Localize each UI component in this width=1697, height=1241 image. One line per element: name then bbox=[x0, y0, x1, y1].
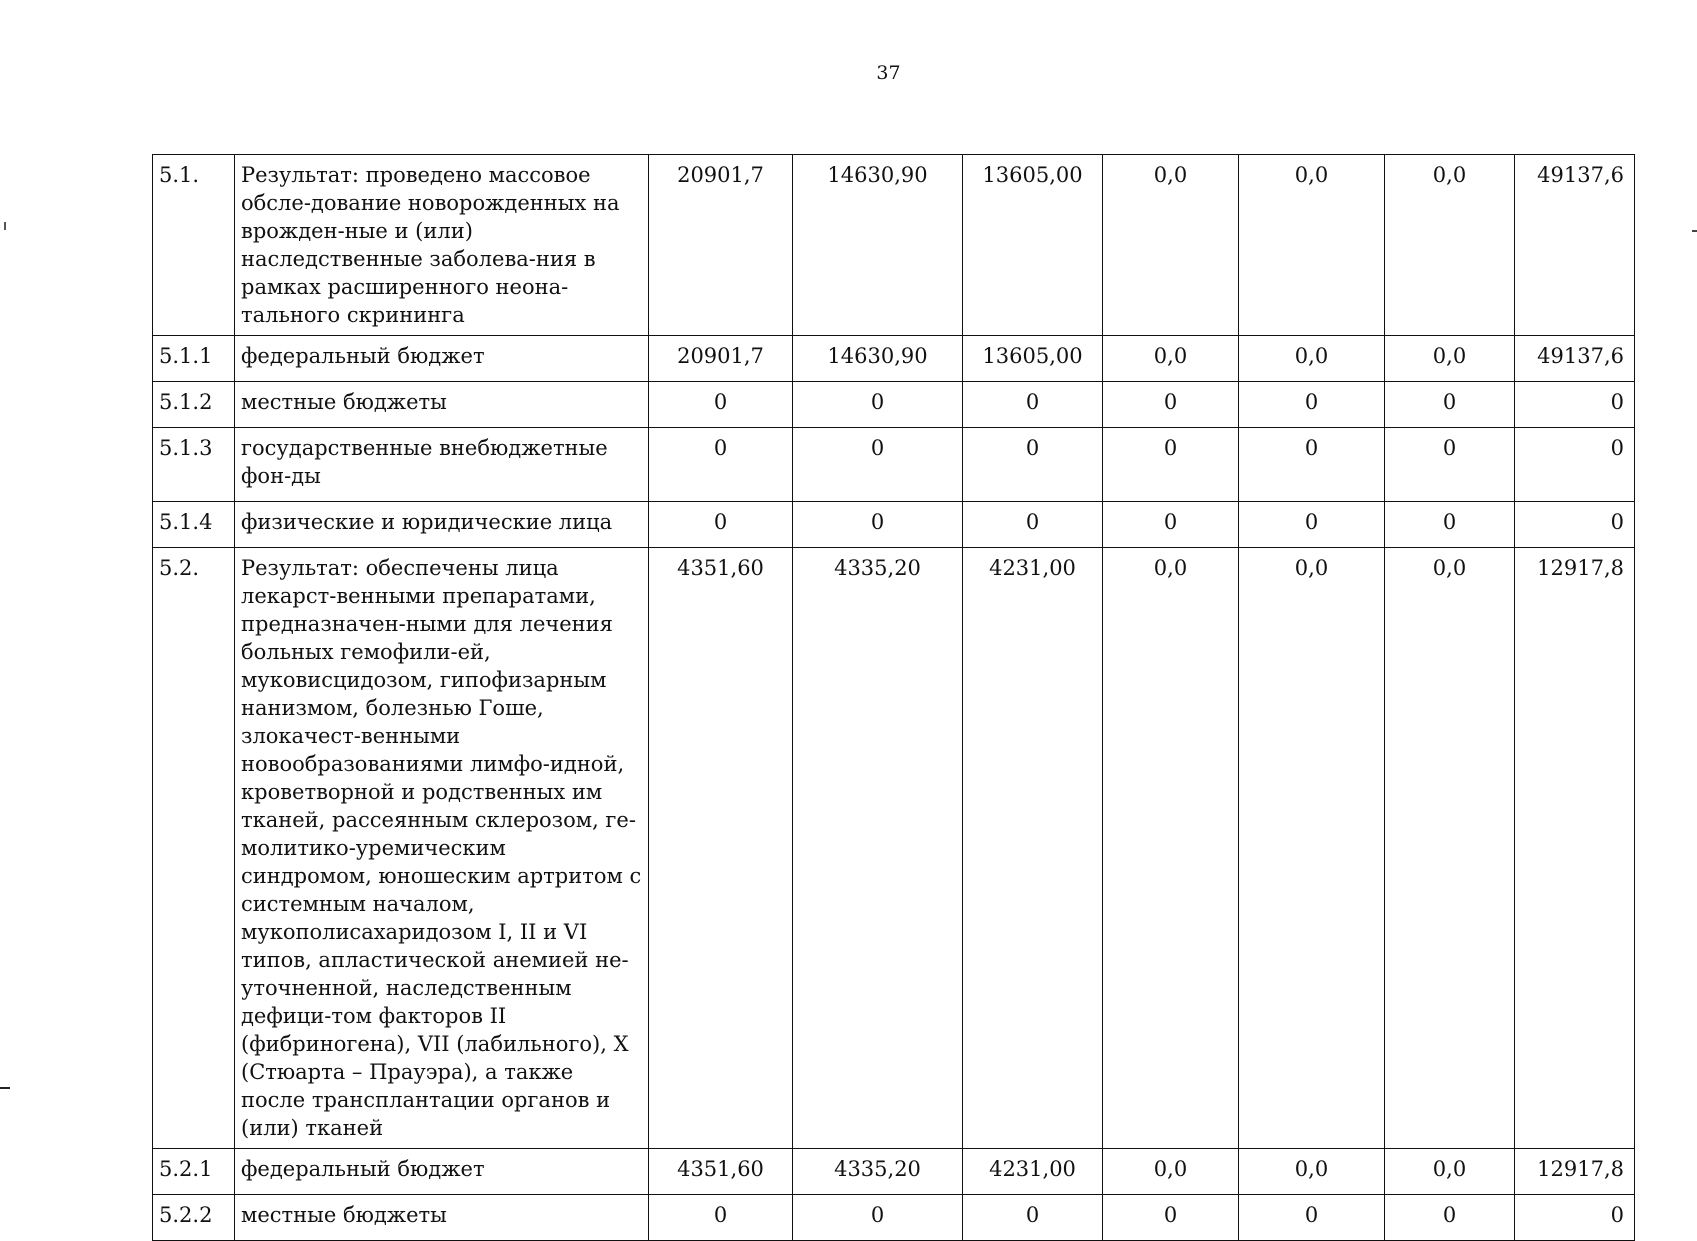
value-cell: 0 bbox=[793, 502, 963, 548]
value-cell: 0,0 bbox=[1385, 155, 1515, 336]
value-cell: 0,0 bbox=[1239, 1149, 1385, 1195]
value-cell: 0,0 bbox=[1103, 548, 1239, 1149]
row-description: федеральный бюджет bbox=[235, 336, 649, 382]
value-cell: 0 bbox=[793, 1195, 963, 1241]
value-cell: 0,0 bbox=[1103, 1149, 1239, 1195]
value-cell: 0,0 bbox=[1385, 336, 1515, 382]
row-description: Результат: проведено массовое обсле-дование новорожденных на врожден-ные и (или) наследственные заболева-ния в рамках расширенного неона-тального скрининга bbox=[235, 155, 649, 336]
value-cell: 0 bbox=[1515, 382, 1635, 428]
value-cell: 0 bbox=[963, 428, 1103, 502]
value-cell: 0 bbox=[1515, 1195, 1635, 1241]
table-row bbox=[153, 155, 1635, 336]
value-cell: 0 bbox=[1239, 382, 1385, 428]
value-cell: 0 bbox=[1385, 428, 1515, 502]
table-row bbox=[153, 428, 1635, 502]
value-cell: 12917,8 bbox=[1515, 1149, 1635, 1195]
value-cell: 0 bbox=[1103, 382, 1239, 428]
value-cell: 20901,7 bbox=[649, 336, 793, 382]
value-cell: 0 bbox=[1103, 502, 1239, 548]
value-cell: 4231,00 bbox=[963, 1149, 1103, 1195]
table-row bbox=[153, 502, 1635, 548]
row-number: 5.1.4 bbox=[153, 502, 235, 548]
value-cell: 14630,90 bbox=[793, 336, 963, 382]
scan-mark bbox=[0, 1087, 10, 1089]
value-cell: 12917,8 bbox=[1515, 548, 1635, 1149]
value-cell: 0,0 bbox=[1385, 548, 1515, 1149]
value-cell: 4335,20 bbox=[793, 1149, 963, 1195]
row-description: местные бюджеты bbox=[235, 1195, 649, 1241]
row-description: государственные внебюджетные фон-ды bbox=[235, 428, 649, 502]
scan-mark bbox=[4, 222, 6, 230]
value-cell: 0,0 bbox=[1103, 336, 1239, 382]
value-cell: 0 bbox=[1515, 502, 1635, 548]
value-cell: 13605,00 bbox=[963, 336, 1103, 382]
value-cell: 0 bbox=[649, 1195, 793, 1241]
row-number: 5.1.2 bbox=[153, 382, 235, 428]
value-cell: 0 bbox=[1103, 428, 1239, 502]
value-cell: 0 bbox=[963, 502, 1103, 548]
scan-mark bbox=[1692, 230, 1697, 232]
value-cell: 0 bbox=[793, 382, 963, 428]
table-row bbox=[153, 336, 1635, 382]
value-cell: 0 bbox=[649, 382, 793, 428]
value-cell: 0 bbox=[963, 1195, 1103, 1241]
table-row bbox=[153, 1195, 1635, 1241]
value-cell: 0 bbox=[1385, 382, 1515, 428]
value-cell: 0 bbox=[1385, 502, 1515, 548]
value-cell: 0,0 bbox=[1239, 336, 1385, 382]
table-row bbox=[153, 382, 1635, 428]
row-description: Результат: обеспечены лица лекарст-венными препаратами, предназначен-ными для лечения больных гемофили-ей, муковисцидозом, гипофизарным нанизмом, болезнью Гоше, злокачест-венными новообразованиями лимфо-идной, кроветворной и родственных им тканей, рассеянным склерозом, ге-молитико-уремическим синдромом, юношеским артритом с системным началом, мукополисахаридозом I, II и VI типов, апластической анемией не-уточненной, наследственным дефици-том факторов II (фибриногена), VII (лабильного), X (Стюарта – Прауэра), а также после трансплантации органов и (или) тканей bbox=[235, 548, 649, 1149]
value-cell: 0 bbox=[1239, 428, 1385, 502]
value-cell: 4351,60 bbox=[649, 548, 793, 1149]
value-cell: 14630,90 bbox=[793, 155, 963, 336]
value-cell: 49137,6 bbox=[1515, 336, 1635, 382]
value-cell: 0 bbox=[649, 428, 793, 502]
value-cell: 0 bbox=[1103, 1195, 1239, 1241]
row-description: местные бюджеты bbox=[235, 382, 649, 428]
row-number: 5.2. bbox=[153, 548, 235, 1149]
row-number: 5.1.3 bbox=[153, 428, 235, 502]
value-cell: 0,0 bbox=[1239, 155, 1385, 336]
row-number: 5.2.2 bbox=[153, 1195, 235, 1241]
budget-table bbox=[152, 154, 1635, 1241]
value-cell: 0 bbox=[1239, 1195, 1385, 1241]
page-number: 37 bbox=[876, 62, 901, 84]
value-cell: 4335,20 bbox=[793, 548, 963, 1149]
row-number: 5.2.1 bbox=[153, 1149, 235, 1195]
value-cell: 0,0 bbox=[1103, 155, 1239, 336]
value-cell: 13605,00 bbox=[963, 155, 1103, 336]
row-number: 5.1. bbox=[153, 155, 235, 336]
value-cell: 4231,00 bbox=[963, 548, 1103, 1149]
value-cell: 4351,60 bbox=[649, 1149, 793, 1195]
value-cell: 0 bbox=[793, 428, 963, 502]
value-cell: 0 bbox=[1385, 1195, 1515, 1241]
value-cell: 0 bbox=[1239, 502, 1385, 548]
row-number: 5.1.1 bbox=[153, 336, 235, 382]
value-cell: 20901,7 bbox=[649, 155, 793, 336]
value-cell: 0,0 bbox=[1239, 548, 1385, 1149]
value-cell: 0 bbox=[649, 502, 793, 548]
value-cell: 0 bbox=[1515, 428, 1635, 502]
row-description: физические и юридические лица bbox=[235, 502, 649, 548]
value-cell: 0 bbox=[963, 382, 1103, 428]
value-cell: 0,0 bbox=[1385, 1149, 1515, 1195]
table-row bbox=[153, 1149, 1635, 1195]
row-description: федеральный бюджет bbox=[235, 1149, 649, 1195]
table-row bbox=[153, 548, 1635, 1149]
value-cell: 49137,6 bbox=[1515, 155, 1635, 336]
